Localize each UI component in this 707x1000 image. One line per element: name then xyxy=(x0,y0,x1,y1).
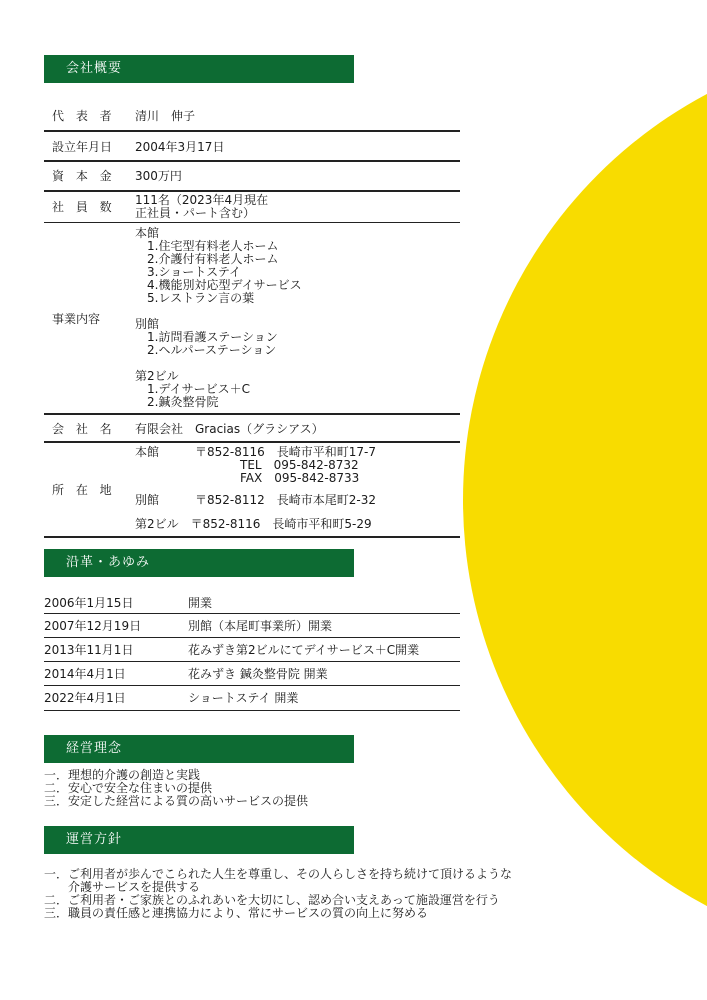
policy-item: 一．ご利用者が歩んでこられた人生を尊重し、その人らしさを持ち続けて頂けるような xyxy=(44,867,513,881)
decorative-yellow-circle xyxy=(463,40,707,960)
divider xyxy=(44,661,460,662)
business-honkan-title: 本館 xyxy=(135,226,160,240)
divider xyxy=(44,160,460,162)
policy-item: 介護サービスを提供する xyxy=(44,880,201,894)
section-heading-policy: 運営方針 xyxy=(44,826,354,854)
employees-label: 社 員 数 xyxy=(52,200,116,214)
divider xyxy=(44,536,460,538)
divider xyxy=(44,613,460,614)
history-event: 別館（本尾町事業所）開業 xyxy=(188,619,333,633)
address-label: 所 在 地 xyxy=(52,483,116,497)
business-label: 事業内容 xyxy=(52,312,101,326)
business-honkan-item: 5.レストラン言の葉 xyxy=(135,291,255,305)
divider xyxy=(44,222,460,223)
established-label: 設立年月日 xyxy=(52,140,113,154)
divider xyxy=(44,710,460,711)
business-honkan-item: 3.ショートステイ xyxy=(135,265,242,279)
company-name-value: 有限会社 Gracias（グラシアス） xyxy=(135,422,324,436)
business-honkan-item: 1.住宅型有料老人ホーム xyxy=(135,239,279,253)
address-tel: TEL 095-842-8732 xyxy=(240,458,359,472)
policy-item: 二．ご利用者・ご家族とのふれあいを大切にし、認め合い支えあって施設運営を行う xyxy=(44,893,500,907)
section-heading-history: 沿革・あゆみ xyxy=(44,549,354,577)
business-honkan-item: 4.機能別対応型デイサービス xyxy=(135,278,302,292)
section-heading-philosophy: 経営理念 xyxy=(44,735,354,763)
history-event: 花みずき 鍼灸整骨院 開業 xyxy=(188,667,328,681)
divider xyxy=(44,130,460,132)
history-date: 2013年11月1日 xyxy=(44,643,134,657)
business-second-item: 2.鍼灸整骨院 xyxy=(135,395,219,409)
capital-value: 300万円 xyxy=(135,169,182,183)
divider xyxy=(44,190,460,192)
business-second-title: 第2ビル xyxy=(135,369,179,383)
divider xyxy=(44,441,460,443)
section-heading-overview: 会社概要 xyxy=(44,55,354,83)
capital-label: 資 本 金 xyxy=(52,169,116,183)
address-fax: FAX 095-842-8733 xyxy=(240,471,360,485)
address-bekkan: 別館 〒852-8112 長崎市本尾町2-32 xyxy=(135,493,377,507)
address-honkan: 本館 〒852-8116 長崎市平和町17-7 xyxy=(135,445,377,459)
history-date: 2014年4月1日 xyxy=(44,667,126,681)
history-event: 花みずき第2ビルにてデイサービス＋C開業 xyxy=(188,643,420,657)
business-bekkan-title: 別館 xyxy=(135,317,160,331)
philosophy-item: 二．安心で安全な住まいの提供 xyxy=(44,781,213,795)
philosophy-item: 一．理想的介護の創造と実践 xyxy=(44,768,201,782)
business-honkan-item: 2.介護付有料老人ホーム xyxy=(135,252,279,266)
business-bekkan-item: 2.ヘルパーステーション xyxy=(135,343,277,357)
business-second-item: 1.デイサービス＋C xyxy=(135,382,250,396)
company-name-label: 会 社 名 xyxy=(52,422,116,436)
representative-label: 代 表 者 xyxy=(52,109,116,123)
representative-value: 清川 伸子 xyxy=(135,109,196,123)
history-date: 2007年12月19日 xyxy=(44,619,142,633)
employees-value-line1: 111名（2023年4月現在 xyxy=(135,193,269,207)
address-second: 第2ビル 〒852-8116 長崎市平和町5-29 xyxy=(135,517,372,531)
history-date: 2022年4月1日 xyxy=(44,691,126,705)
established-value: 2004年3月17日 xyxy=(135,140,225,154)
divider xyxy=(44,637,460,638)
employees-value-line2: 正社員・パート含む） xyxy=(135,206,256,220)
history-date: 2006年1月15日 xyxy=(44,596,134,610)
history-event: 開業 xyxy=(188,596,213,610)
business-bekkan-item: 1.訪問看護ステーション xyxy=(135,330,278,344)
philosophy-item: 三．安定した経営による質の高いサービスの提供 xyxy=(44,794,309,808)
history-event: ショートステイ 開業 xyxy=(188,691,299,705)
divider xyxy=(44,685,460,686)
policy-list xyxy=(44,868,512,920)
philosophy-list xyxy=(44,769,308,808)
policy-item: 三．職員の責任感と連携協力により、常にサービスの質の向上に努める xyxy=(44,906,429,920)
divider xyxy=(44,413,460,415)
